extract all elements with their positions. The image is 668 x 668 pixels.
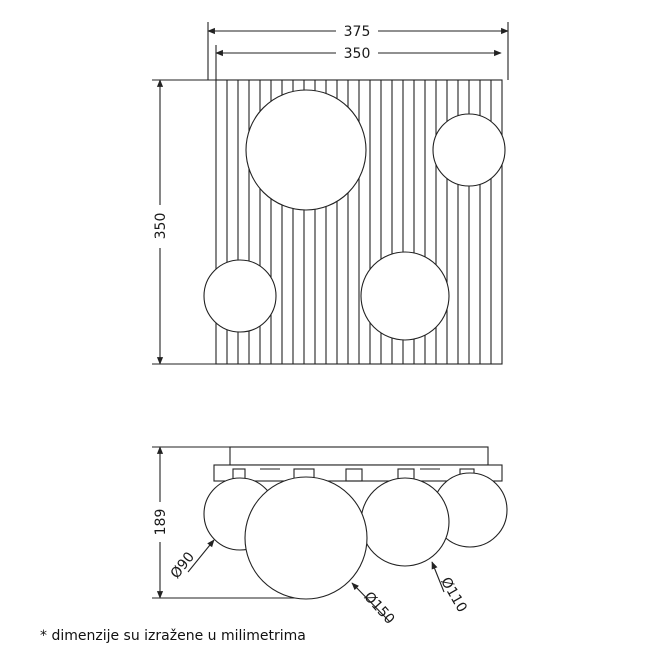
globe-top-right [433, 114, 505, 186]
globe-side-110 [361, 478, 449, 566]
globe-top-large [246, 90, 366, 210]
top-view [152, 22, 508, 364]
canopy [230, 447, 488, 465]
label-height-350: 350 [153, 212, 169, 240]
globe-top-middle [361, 252, 449, 340]
label-diameter-110: Ø110 [437, 574, 470, 616]
footnote: * dimenzije su izražene u milimetrima [40, 628, 306, 644]
globe-top-left [204, 260, 276, 332]
label-height-189: 189 [153, 508, 169, 536]
label-diameter-90: Ø90 [167, 549, 199, 582]
label-diameter-150: Ø150 [360, 588, 398, 628]
label-width-375: 375 [343, 24, 371, 40]
globe-side-150 [245, 477, 367, 599]
label-width-350: 350 [343, 46, 371, 62]
